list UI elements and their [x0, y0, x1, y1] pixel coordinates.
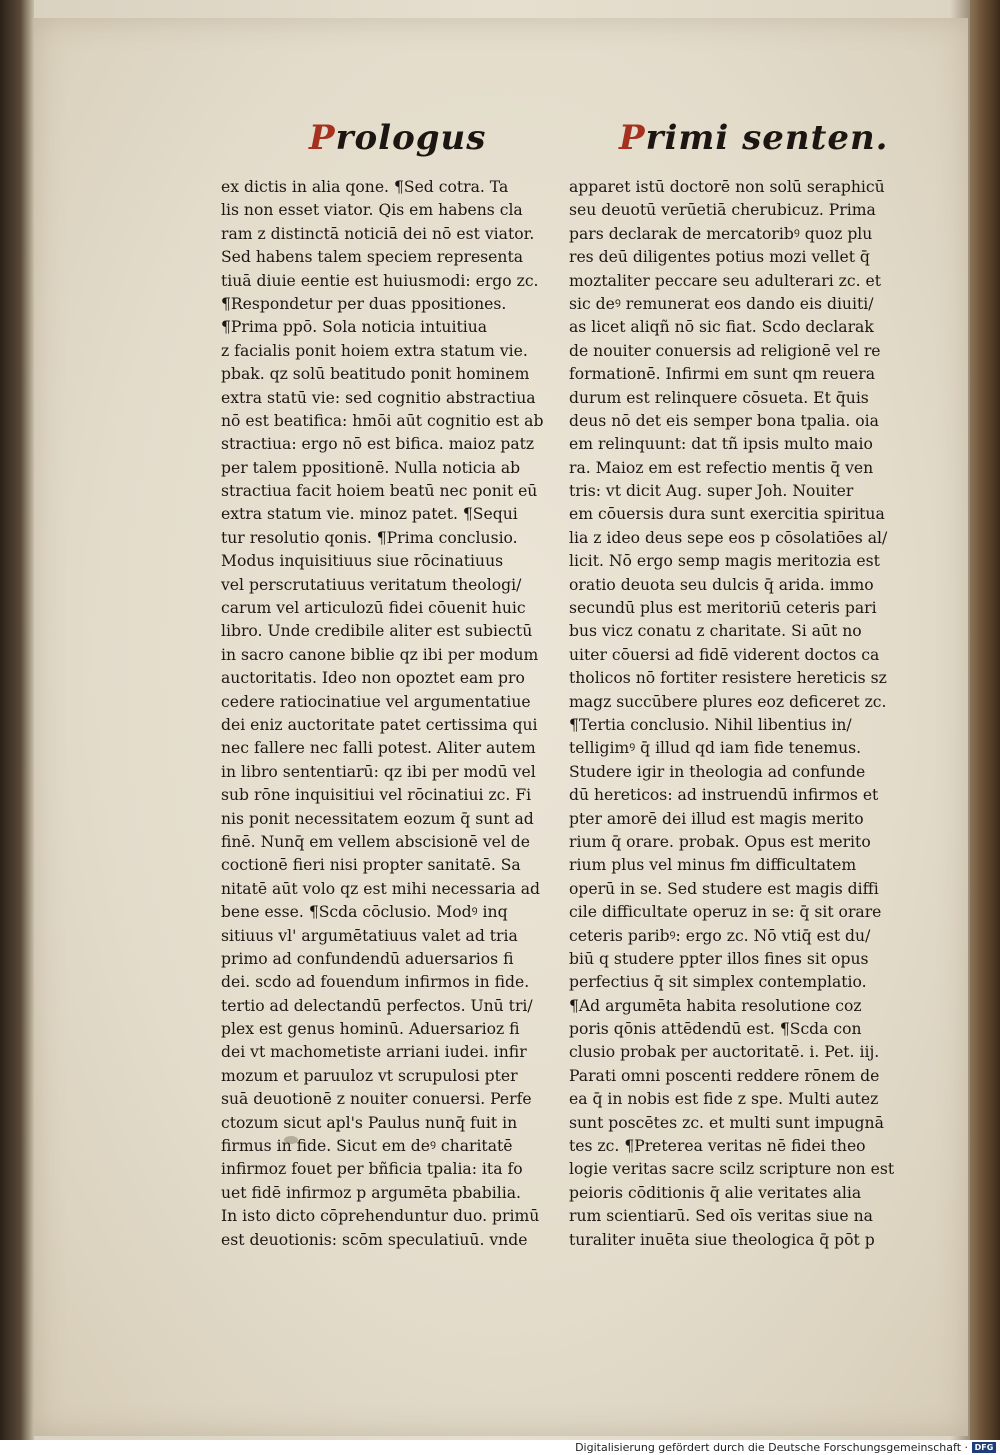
text-line: nec fallere nec falli potest. Aliter autem: [221, 739, 536, 758]
text-line: coctionē fieri nisi propter sanitatē. Sa: [221, 856, 521, 875]
text-line: pbak. qz solū beatitudo ponit hominem: [221, 365, 530, 384]
text-line: Parati omni poscenti reddere rōnem de: [569, 1066, 880, 1085]
running-header: [34, 118, 968, 178]
text-line: apparet istū doctorē non solū seraphicū: [569, 178, 885, 196]
text-line: operū in se. Sed studere est magis diffi: [569, 879, 879, 898]
text-line: pars declarak de mercatoribꝰ quoz plu: [569, 224, 873, 243]
text-line: ram z distinctā noticiā dei nō est viator.: [221, 224, 535, 243]
text-line: lis non esset viator. Qis em habens cla: [221, 201, 523, 220]
text-line: rum scientiarū. Sed oīs veritas siue na: [569, 1207, 873, 1226]
text-line: moztaliter peccare seu adulterari zc. et: [569, 271, 881, 290]
text-line: ex dictis in alia qone. ¶Sed cotra. Ta: [221, 178, 509, 196]
text-line: Studere igir in theologia ad confunde: [569, 762, 866, 781]
text-line: em cōuersis dura sunt exercitia spiritua: [569, 505, 885, 524]
text-line: sub rōne inquisitiui vel rōcinatiui zc. Fi: [221, 786, 532, 805]
book-page: [34, 18, 968, 1436]
text-line: poris qōnis attēdendū est. ¶Scda con: [569, 1020, 862, 1039]
text-line: rium q̄ orare. probak. Opus est merito: [569, 832, 871, 851]
text-line: biū q studere ppter illos fines sit opus: [569, 949, 869, 968]
text-line: vel perscrutatiuus veritatum theologi/: [221, 575, 522, 594]
text-line: ¶Respondetur per duas ppositiones.: [221, 294, 507, 313]
text-line: dei. scdo ad fouendum infirmos in fide.: [221, 973, 530, 992]
text-line: ¶Prima ppō. Sola noticia intuitiua: [221, 318, 488, 337]
text-line: infirmoz fouet per bñficia tpalia: ita fo: [221, 1160, 523, 1179]
header-right-text: rimi senten.: [645, 118, 889, 158]
text-line: tholicos nō fortiter resistere hereticis sz: [569, 669, 887, 688]
text-line: sic deꝰ remunerat eos dando eis diuiti/: [569, 294, 874, 313]
text-line: bus vicz conatu z charitate. Si aūt no: [569, 622, 862, 641]
header-right: [619, 118, 889, 158]
text-line: bene esse. ¶Scda cōclusio. Modꝰ inq: [221, 903, 508, 922]
text-line: dū hereticos: ad instruendū infirmos et: [569, 786, 879, 805]
text-line: secundū plus est meritoriū ceteris pari: [569, 599, 877, 618]
text-line: Modus inquisitiuus siue rōcinatiuus: [221, 552, 504, 571]
text-line: ceteris paribꝰ: ergo zc. Nō vtiq̄ est du/: [569, 926, 871, 945]
text-line: de nouiter conuersis ad religionē vel re: [569, 341, 881, 360]
text-line: firmus in fide. Sicut em deꝰ charitatē: [221, 1137, 513, 1156]
text-line: stractiua facit hoiem beatū nec ponit eū: [221, 482, 538, 501]
text-column-right: [569, 176, 929, 1252]
book-edge: [0, 0, 34, 1440]
text-line: licit. Nō ergo semp magis meritozia est: [569, 552, 880, 571]
book-spine: [970, 0, 1000, 1440]
text-line: tiuā diuie eentie est huiusmodi: ergo zc.: [221, 271, 539, 290]
text-line: in libro sententiarū: qz ibi per modū vel: [221, 762, 536, 781]
text-line: tertio ad delectandū perfectos. Unū tri/: [221, 996, 533, 1015]
ink-stain: [284, 1136, 298, 1144]
text-line: ea q̄ in nobis est fide z spe. Multi autez: [569, 1090, 879, 1109]
text-line: tur resolutio qonis. ¶Prima conclusio.: [221, 528, 518, 547]
dfg-logo: DFG: [972, 1442, 996, 1453]
text-line: cedere ratiocinatiue vel argumentatiue: [221, 692, 531, 711]
text-line: deus nō det eis semper bona tpalia. oia: [569, 411, 879, 430]
text-line: sunt poscētes zc. et multi sunt impugnā: [569, 1113, 884, 1132]
text-line: stractiua: ergo nō est bifica. maioz patz: [221, 435, 535, 454]
text-line: mozum et paruuloz vt scrupulosi pter: [221, 1066, 518, 1085]
header-left-text: rologus: [335, 118, 487, 158]
text-line: dei eniz auctoritate patet certissima qui: [221, 715, 538, 734]
text-line: extra statum vie. minoz patet. ¶Sequi: [221, 505, 518, 524]
text-line: in sacro canone biblie qz ibi per modum: [221, 645, 539, 664]
text-line: as licet aliqñ nō sic fiat. Scdo declarak: [569, 318, 874, 337]
text-line: peioris cōditionis q̄ alie veritates alia: [569, 1183, 862, 1202]
text-line: lia z ideo deus sepe eos p cōsolatiōes al/: [569, 528, 888, 547]
text-line: est deuotionis: scōm speculatiuū. vnde: [221, 1230, 528, 1249]
text-line: clusio probak per auctoritatē. i. Pet. iij.: [569, 1043, 880, 1062]
text-line: durum est relinquere cōsueta. Et q̄uis: [569, 388, 869, 407]
text-line: rium plus vel minus fm difficultatem: [569, 856, 857, 875]
text-line: ¶Tertia conclusio. Nihil libentius in/: [569, 715, 852, 734]
text-line: ra. Maioz em est refectio mentis q̄ ven: [569, 458, 874, 477]
text-line: uiter cōuersi ad fidē viderent doctos ca: [569, 645, 880, 664]
text-line: libro. Unde credibile aliter est subiectū: [221, 622, 533, 641]
text-line: plex est genus hominū. Aduersarioz fi: [221, 1020, 520, 1039]
text-line: oratio deuota seu dulcis q̄ arida. immo: [569, 575, 874, 594]
text-line: em relinquunt: dat tñ ipsis multo maio: [569, 435, 873, 454]
funding-notice: Digitalisierung gefördert durch die Deutsche Forschungsgemeinschaft ·: [575, 1441, 968, 1454]
text-line: per talem ppositionē. Nulla noticia ab: [221, 458, 521, 477]
text-line: primo ad confundendū aduersarios fi: [221, 949, 514, 968]
text-line: tes zc. ¶Preterea veritas nē fidei theo: [569, 1137, 866, 1156]
text-line: telligimꝰ q̄ illud qd iam fide tenemus.: [569, 739, 862, 758]
text-line: extra statū vie: sed cognitio abstractiua: [221, 388, 536, 407]
text-line: uet fidē infirmoz p argumēta pbabilia.: [221, 1183, 522, 1202]
text-line: pter amorē dei illud est magis merito: [569, 809, 864, 828]
header-left: [309, 118, 486, 158]
text-line: nō est beatifica: hmōi aūt cognitio est ab: [221, 411, 544, 430]
text-column-left: [221, 176, 566, 1252]
text-line: ctozum sicut apl's Paulus nunq̄ fuit in: [221, 1113, 518, 1132]
text-line: Sed habens talem speciem representa: [221, 248, 524, 267]
text-line: nitatē aūt volo qz est mihi necessaria ad: [221, 879, 541, 898]
text-line: magz succūbere plures eoz deficeret zc.: [569, 692, 887, 711]
text-line: suā deuotionē z nouiter conuersi. Perfe: [221, 1090, 532, 1109]
text-line: z facialis ponit hoiem extra statum vie.: [221, 341, 528, 360]
text-line: finē. Nunq̄ em vellem abscisionē vel de: [221, 832, 531, 851]
text-line: cile difficultate operuz in se: q̄ sit orare: [569, 903, 882, 922]
text-line: tris: vt dicit Aug. super Joh. Nouiter: [569, 482, 854, 501]
text-line: In isto dicto cōprehenduntur duo. primū: [221, 1207, 540, 1226]
text-line: dei vt machometiste arriani iudei. infir: [221, 1043, 527, 1062]
text-line: res deū diligentes potius mozi vellet q̄: [569, 248, 870, 267]
text-line: sitiuus vl' argumētatiuus valet ad tria: [221, 926, 518, 945]
header-right-initial: P: [619, 118, 646, 158]
text-line: logie veritas sacre scilz scripture non est: [569, 1160, 895, 1179]
text-line: seu deuotū verūetiā cherubicuz. Prima: [569, 201, 876, 220]
text-line: nis ponit necessitatem eozum q̄ sunt ad: [221, 809, 534, 828]
text-line: ¶Ad argumēta habita resolutione coz: [569, 996, 862, 1015]
text-line: perfectius q̄ sit simplex contemplatio.: [569, 973, 867, 992]
text-line: formationē. Infirmi em sunt qm reuera: [569, 365, 876, 384]
footer-bar: [0, 1440, 1000, 1455]
text-line: auctoritatis. Ideo non opoztet eam pro: [221, 669, 525, 688]
text-line: carum vel articulozū fidei cōuenit huic: [221, 599, 526, 618]
text-line: turaliter inuēta siue theologica q̄ pōt p: [569, 1230, 875, 1249]
header-left-initial: P: [309, 118, 336, 158]
